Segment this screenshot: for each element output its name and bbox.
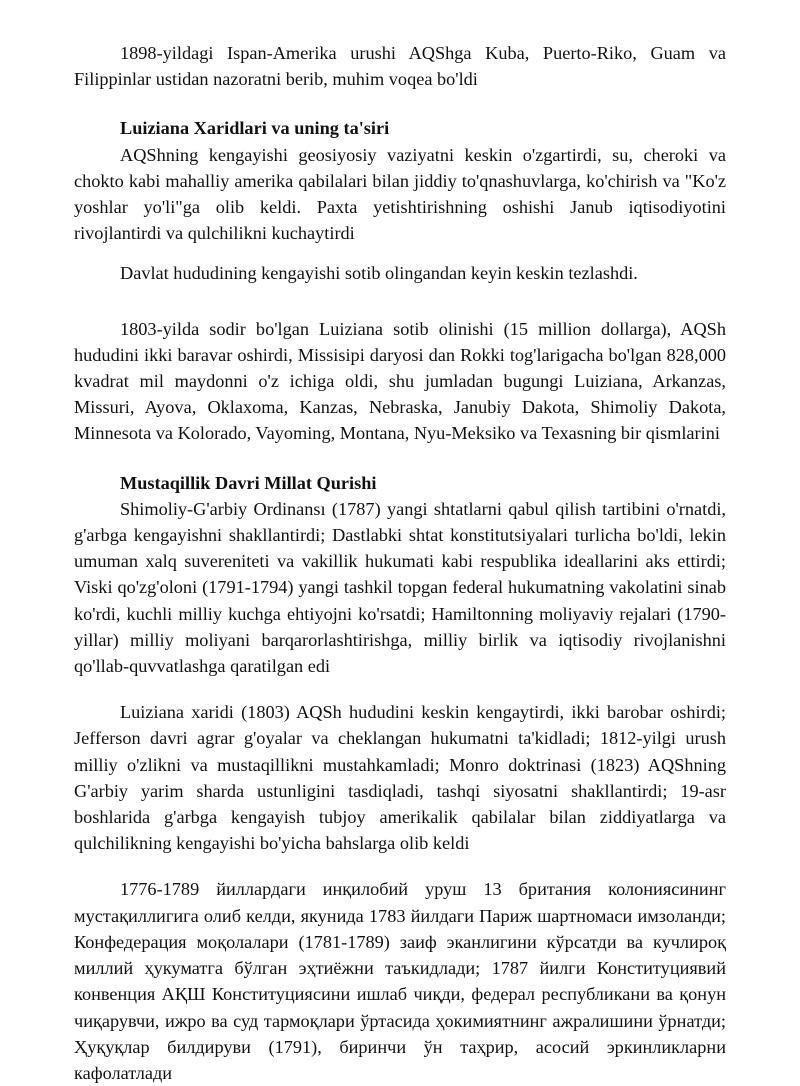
paragraph-spanish-american-war: 1898-yildagi Ispan-Amerika urushi AQShga Kuba, Puerto-Riko, Guam va Filippinlar ustidan nazoratni berib, muhim voqea bo'ldi <box>74 43 726 90</box>
paragraph-us-expansion: AQShning kengayishi geosiyosiy vaziyatni keskin o'zgartirdi, su, cheroki va chokto kabi mahalliy amerika qabilalari bilan jiddiy to'qnashuvlarga, ko'chirish va "Ko'z yoshlar yo'li"ga olib keldi. Paxta yetishtirishning oshishi Janub iqtisodiyotini rivojlantirdi va qulchilikni kuchaytirdi <box>74 144 726 244</box>
heading-independence-era: Mustaqillik Davri Millat Qurishi <box>120 472 377 493</box>
paragraph-louisiana-purchase-effects: Luiziana xaridi (1803) AQSh hududini keskin kengaytirdi, ikki barobar oshirdi; Jefferson davri agrar g'oyalar va cheklangan hukumatni ta'kidladi; 1812-yilgi urush milliy o'zlikni va mustaqillikni mustahkamladi; Monro doktrinasi (1823) AQShning G'arbiy yarim sharda ustunligini tasdiqladi, tashqi siyosatni shakllantirdi; 19-asr boshlarida g'arbga kengayish tubjoy amerikalik qabilalar bilan ziddiyatlarga va qulchilikning kengayishi bo'yicha bahslarga olib keldi <box>74 702 726 854</box>
paragraph-northwest-ordinance: Shimoliy-G'arbiy Ordinansı (1787) yangi shtatlarni qabul qilish tartibini o'rnatdi, g'arbga kengayishni shakllantirdi; Dastlabki shtat konstitutsiyalari turlicha bo'ldi, lekin umuman xalq suvereniteti va vakillik hukumati kabi respublika ideallarini aks ettirdi; Viski qo'zg'oloni (1791-1794) yangi tashkil topgan federal hukumatning vakolatini sinab ko'rdi, kuchli milliy kuchga ehtiyojni ko'rsatdi; Hamiltonning moliyaviy rejalari (1790-yillar) milliy moliyani barqarorlashtirishga, milliy birlik va iqtisodiy rivojlanishni qo'llab-quvvatlashga qaratilgan edi <box>74 498 726 677</box>
paragraph-territory-growth: Davlat hududining kengayishi sotib olingandan keyin keskin tezlashdi. <box>120 263 638 284</box>
document-page <box>74 40 726 1086</box>
paragraph-revolutionary-war: 1776-1789 йиллардаги инқилобий уруш 13 британия колониясининг мустақиллигига олиб келди, якунида 1783 йилдаги Париж шартномаси имзоланди; Конфедерация моқолалари (1781-1789) заиф эканлигини кўрсатди ва кучлироқ миллий ҳукуматга бўлган эҳтиёжни таъкидлади; 1787 йилги Конституциявий конвенция АҚШ Конституциясини ишлаб чиқди, федерал республикани ва қонун чиқарувчи, ижро ва суд тармоқлари ўртасида ҳокимиятнинг ажралишини ўрнатди; Ҳуқуқлар билдируви (1791), биринчи ўн таҳрир, асосий эркинликларни кафолатлади <box>74 879 726 1083</box>
paragraph-louisiana-1803: 1803-yilda sodir bo'lgan Luiziana sotib olinishi (15 million dollarga), AQSh hududini ikki baravar oshirdi, Missisipi daryosi dan Rokki tog'larigacha bo'lgan 828,000 kvadrat mil maydonni o'z ichiga oldi, shu jumladan bugungi Luiziana, Arkanzas, Missuri, Ayova, Oklaxoma, Kanzas, Nebraska, Janubiy Dakota, Shimoliy Dakota, Minnesota va Kolorado, Vayoming, Montana, Nyu-Meksiko va Texasning bir qismlarini <box>74 318 726 444</box>
heading-louisiana-purchase: Luiziana Xaridlari va uning ta'siri <box>120 118 390 139</box>
